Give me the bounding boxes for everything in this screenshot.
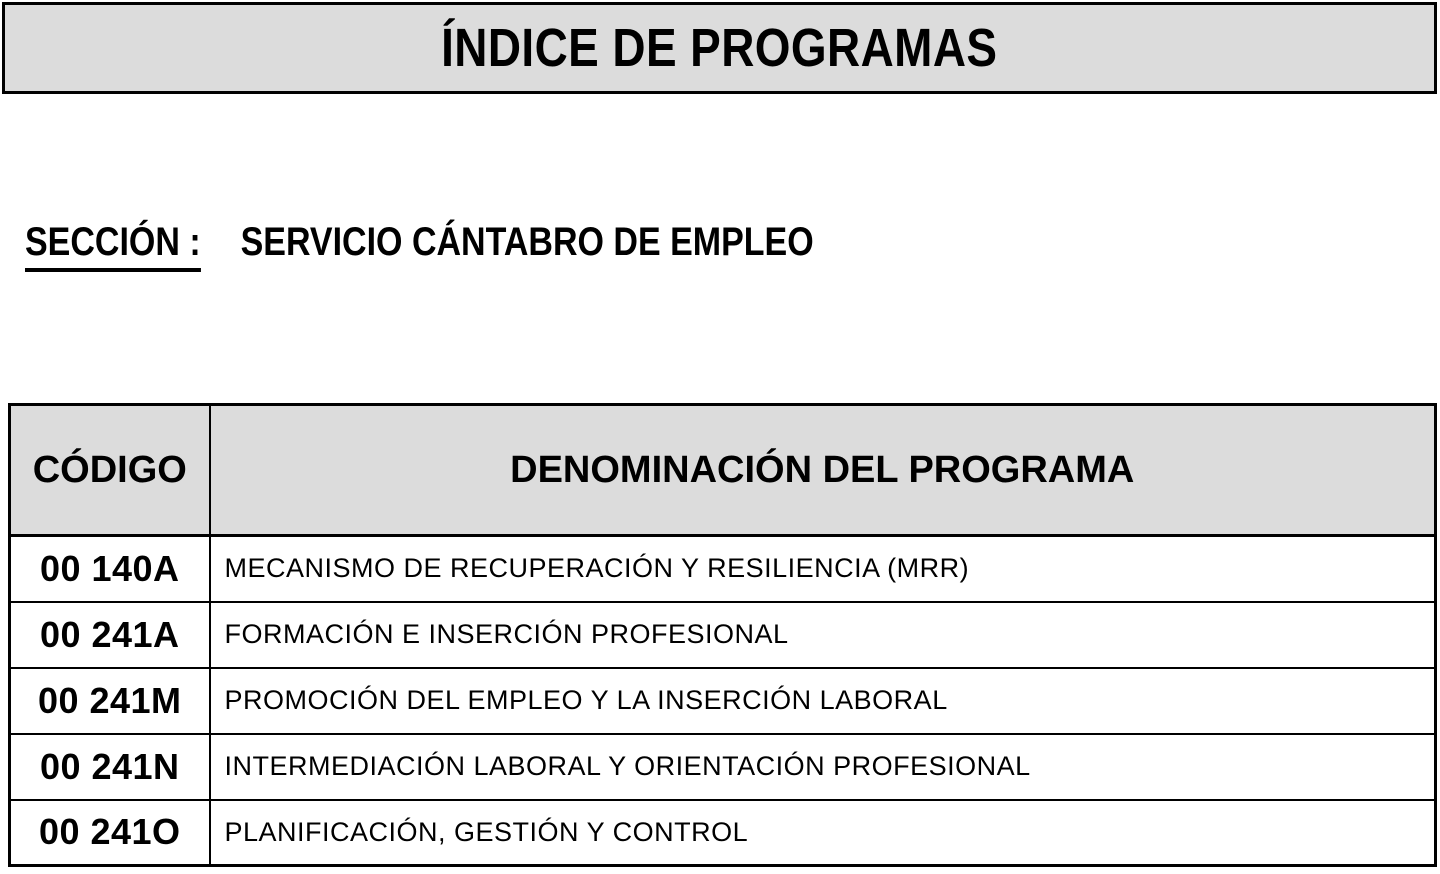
programs-table [8, 403, 1437, 867]
table-row [10, 536, 1436, 602]
section-value: SERVICIO CÁNTABRO DE EMPLEO [240, 220, 814, 264]
program-name: PLANIFICACIÓN, GESTIÓN Y CONTROL [210, 800, 1436, 866]
program-name: MECANISMO DE RECUPERACIÓN Y RESILIENCIA (MRR) [210, 536, 1436, 602]
column-header-denominacion: DENOMINACIÓN DEL PROGRAMA [210, 405, 1436, 536]
table-row [10, 668, 1436, 734]
program-code: 00 241O [10, 800, 210, 866]
program-code: 00 241A [10, 602, 210, 668]
section-line [25, 220, 953, 272]
table-row [10, 800, 1436, 866]
program-name: FORMACIÓN E INSERCIÓN PROFESIONAL [210, 602, 1436, 668]
table-row [10, 602, 1436, 668]
section-label: SECCIÓN : [25, 220, 201, 272]
program-code: 00 241M [10, 668, 210, 734]
document-title-banner [2, 2, 1437, 94]
table-header-row [10, 405, 1436, 536]
section-inner [25, 220, 814, 272]
program-code: 00 140A [10, 536, 210, 602]
column-header-codigo: CÓDIGO [10, 405, 210, 536]
page-title: ÍNDICE DE PROGRAMAS [441, 18, 998, 78]
program-name: PROMOCIÓN DEL EMPLEO Y LA INSERCIÓN LABORAL [210, 668, 1436, 734]
table-row [10, 734, 1436, 800]
program-name: INTERMEDIACIÓN LABORAL Y ORIENTACIÓN PROFESIONAL [210, 734, 1436, 800]
program-code: 00 241N [10, 734, 210, 800]
